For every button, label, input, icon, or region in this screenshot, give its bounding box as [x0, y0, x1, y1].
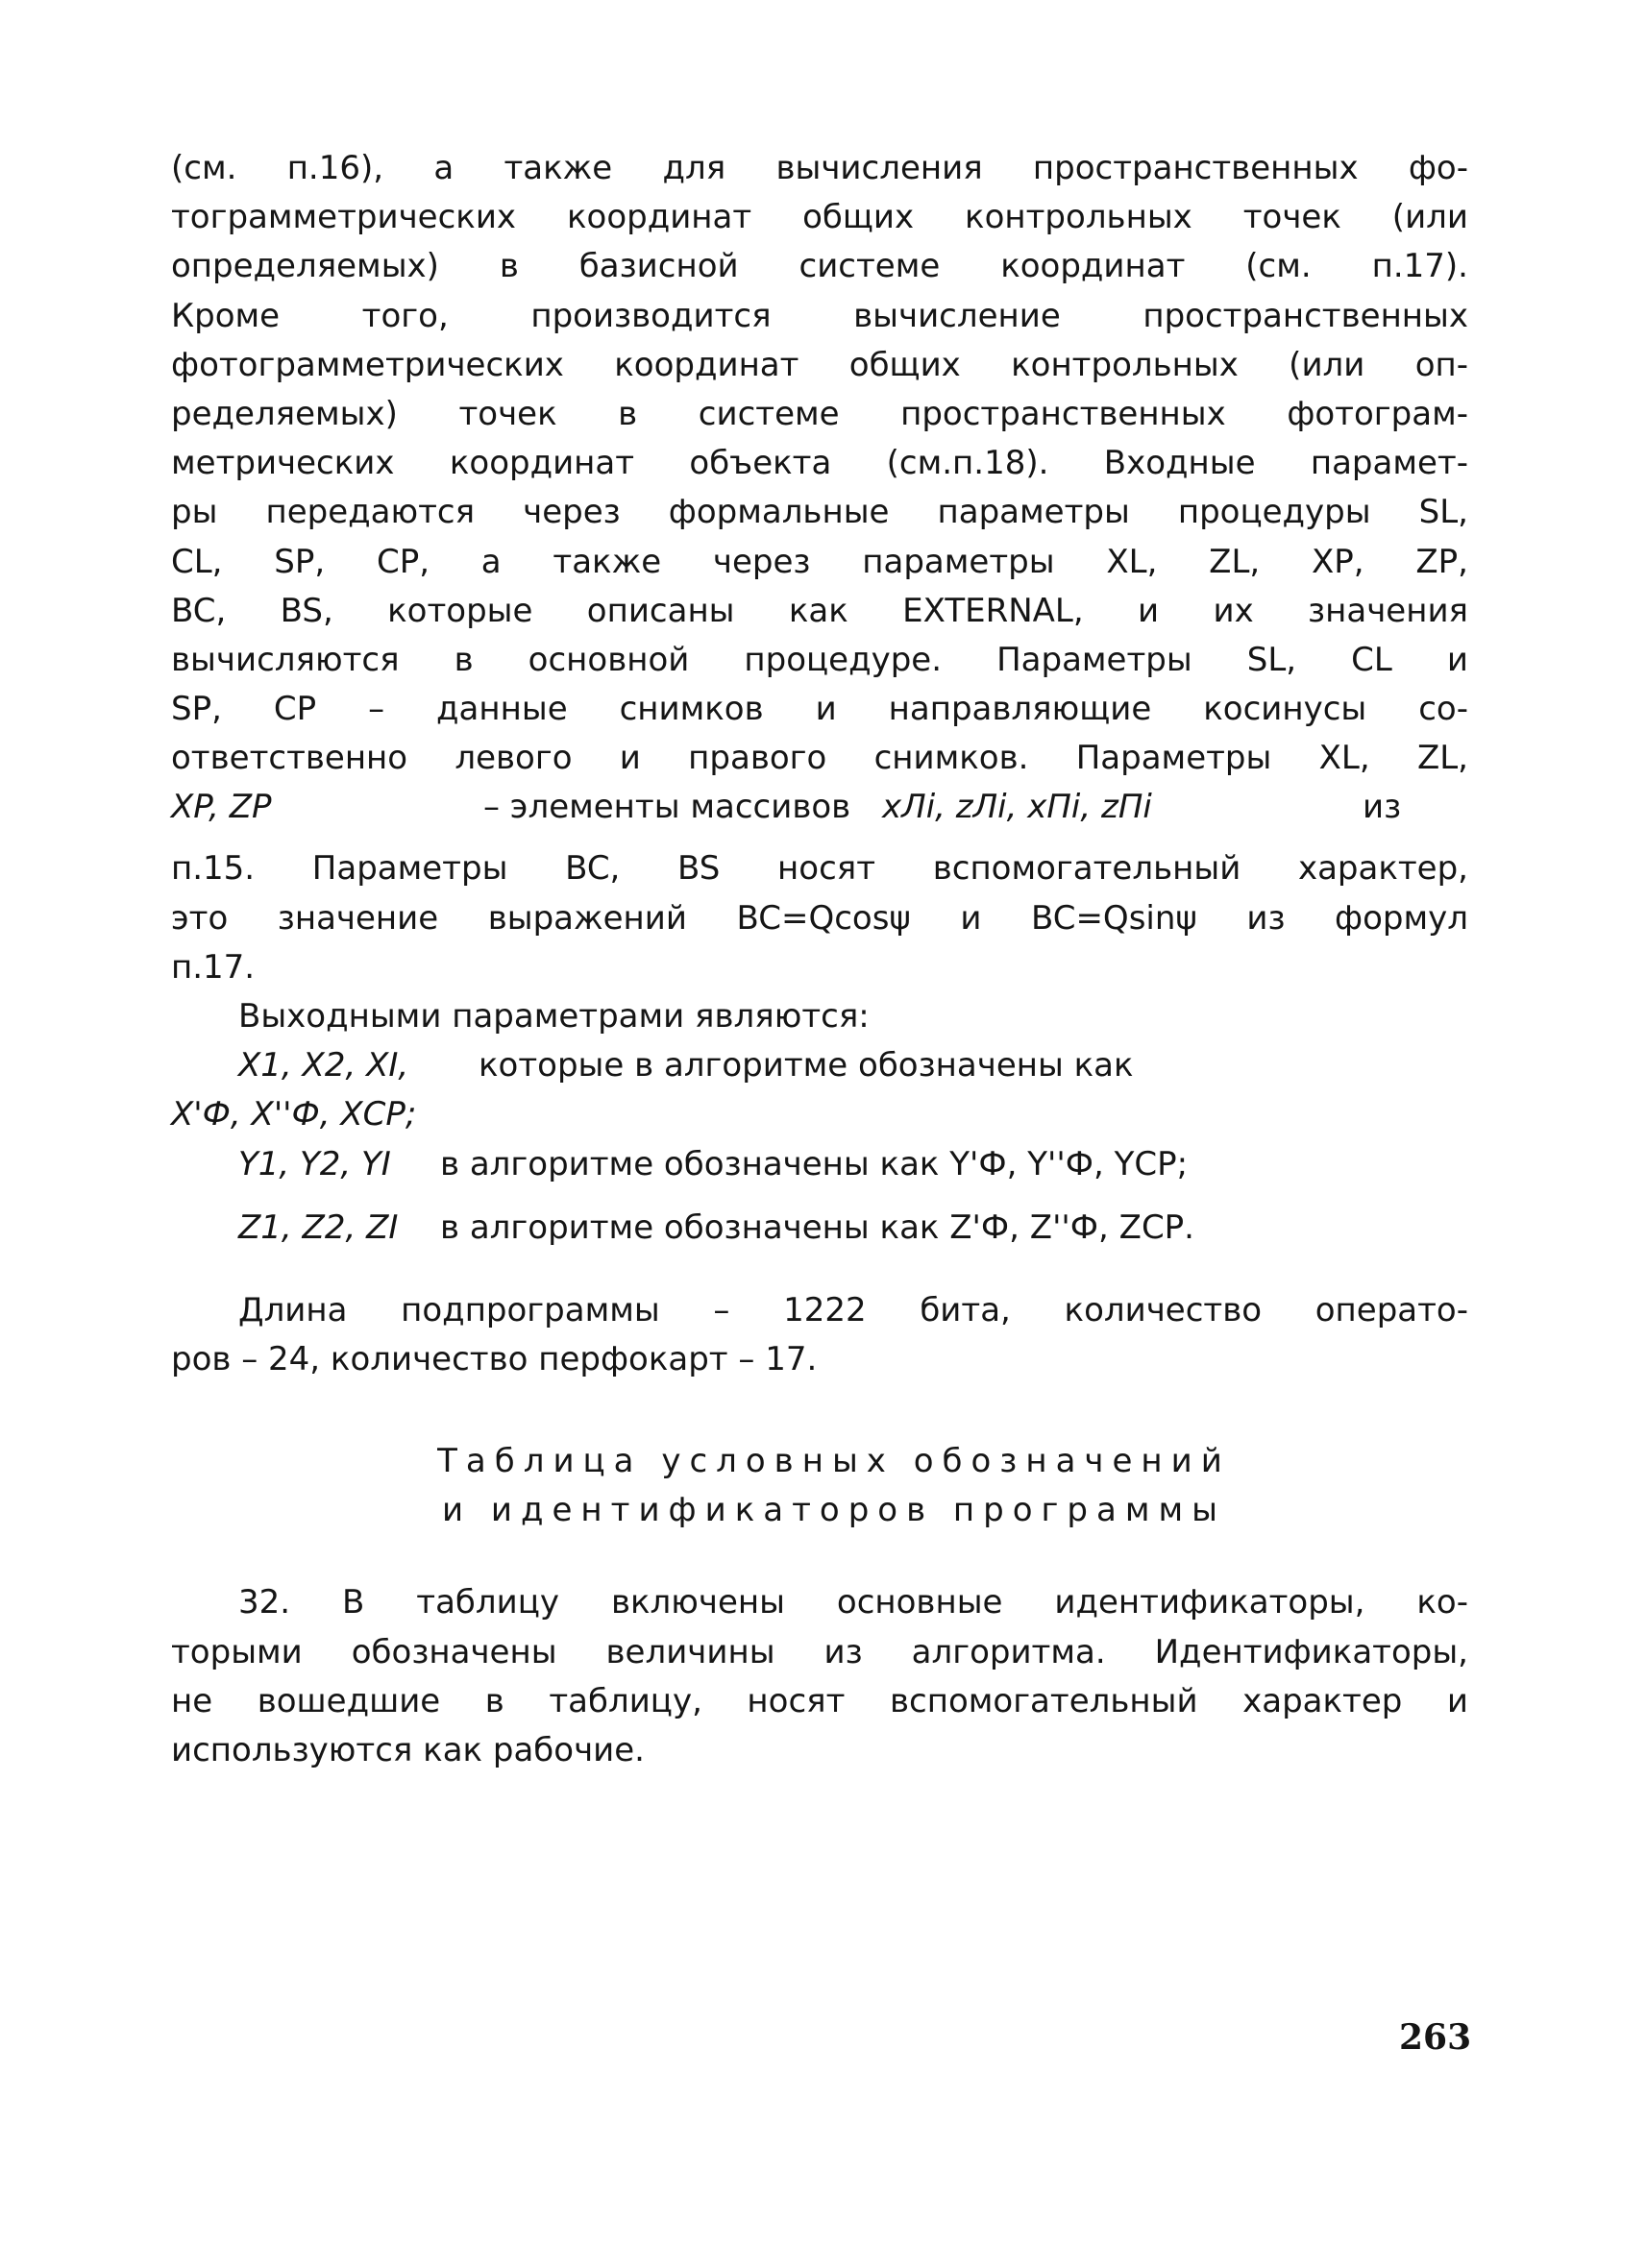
output-row: [171, 1140, 1468, 1204]
array-tail: из: [1363, 788, 1402, 827]
length-line: Длина подпрограммы – 1222 бита, количество операто-: [238, 1290, 1468, 1329]
body-line: тограмметрических координат общих контрольных точек (или: [171, 198, 1468, 237]
output-vars: Y1, Y2, YI: [238, 1144, 391, 1183]
output-intro: Выходными параметрами являются:: [238, 997, 870, 1036]
array-elements-line: [171, 783, 1468, 844]
output-vars: Z1, Z2, ZI: [238, 1207, 399, 1247]
body-line: ответственно левого и правого снимков. Параметры XL, ZL,: [171, 739, 1468, 778]
body-line: Кроме того, производится вычисление пространственных: [171, 296, 1468, 335]
section-line: торыми обозначены величины из алгоритма. Идентификаторы,: [171, 1632, 1468, 1671]
output-desc: в алгоритме обозначены как Y'Ф, Y''Ф, YСР;: [440, 1144, 1189, 1183]
body-line: (см. п.16), а также для вычисления пространственных фо-: [171, 149, 1468, 187]
body-line: это значение выражений BC=Qcosψ и BC=Qsinψ из формул: [171, 898, 1468, 938]
body-line: вычисляются в основной процедуре. Параметры SL, CL и: [171, 640, 1468, 679]
array-left-vars: XP, ZP: [171, 788, 272, 827]
section-heading: и идентификаторов программы: [442, 1491, 1226, 1530]
body-line: BC, BS, которые описаны как EXTERNAL, и их значения: [171, 591, 1468, 630]
body-line: фотограмметрических координат общих контрольных (или оп-: [171, 345, 1468, 384]
output-row: [171, 1204, 1468, 1267]
output-vars: X'Ф, X''Ф, XСР;: [171, 1095, 417, 1134]
body-line: ределяемых) точек в системе пространственных фотограм-: [171, 394, 1468, 433]
page-text: [171, 144, 1468, 1775]
body-line: SP, CP – данные снимков и направляющие косинусы со-: [171, 690, 1468, 729]
section-heading: Таблица условных обозначений: [437, 1441, 1231, 1480]
body-line: определяемых) в базисной системе координат (см. п.17).: [171, 247, 1468, 286]
page-number: 263: [1399, 2017, 1472, 2058]
array-vars: xЛi, zЛi, xПi, zПi: [882, 788, 1152, 827]
output-desc: в алгоритме обозначены как Z'Ф, Z''Ф, ZСР.: [440, 1207, 1194, 1247]
output-vars: X1, X2, XI,: [238, 1046, 409, 1085]
body-line: п.15. Параметры BC, BS носят вспомогательный характер,: [171, 849, 1468, 889]
output-row: [171, 1041, 1468, 1090]
output-desc: которые в алгоритме обозначены как: [479, 1046, 1134, 1085]
body-line: метрических координат объекта (см.п.18). Входные парамет-: [171, 444, 1468, 483]
section-line: используются как рабочие.: [171, 1730, 645, 1769]
length-line: ров – 24, количество перфокарт – 17.: [171, 1339, 818, 1378]
body-line: п.17.: [171, 947, 256, 987]
body-line: CL, SP, CP, а также через параметры XL, ZL, XP, ZP,: [171, 542, 1468, 581]
array-text: – элементы массивов: [483, 788, 851, 827]
output-row: [171, 1090, 1468, 1139]
section-line: 32. В таблицу включены основные идентификаторы, ко-: [238, 1583, 1468, 1622]
section-line: не вошедшие в таблицу, носят вспомогательный характер и: [171, 1681, 1468, 1720]
body-line: ры передаются через формальные параметры процедуры SL,: [171, 493, 1468, 532]
